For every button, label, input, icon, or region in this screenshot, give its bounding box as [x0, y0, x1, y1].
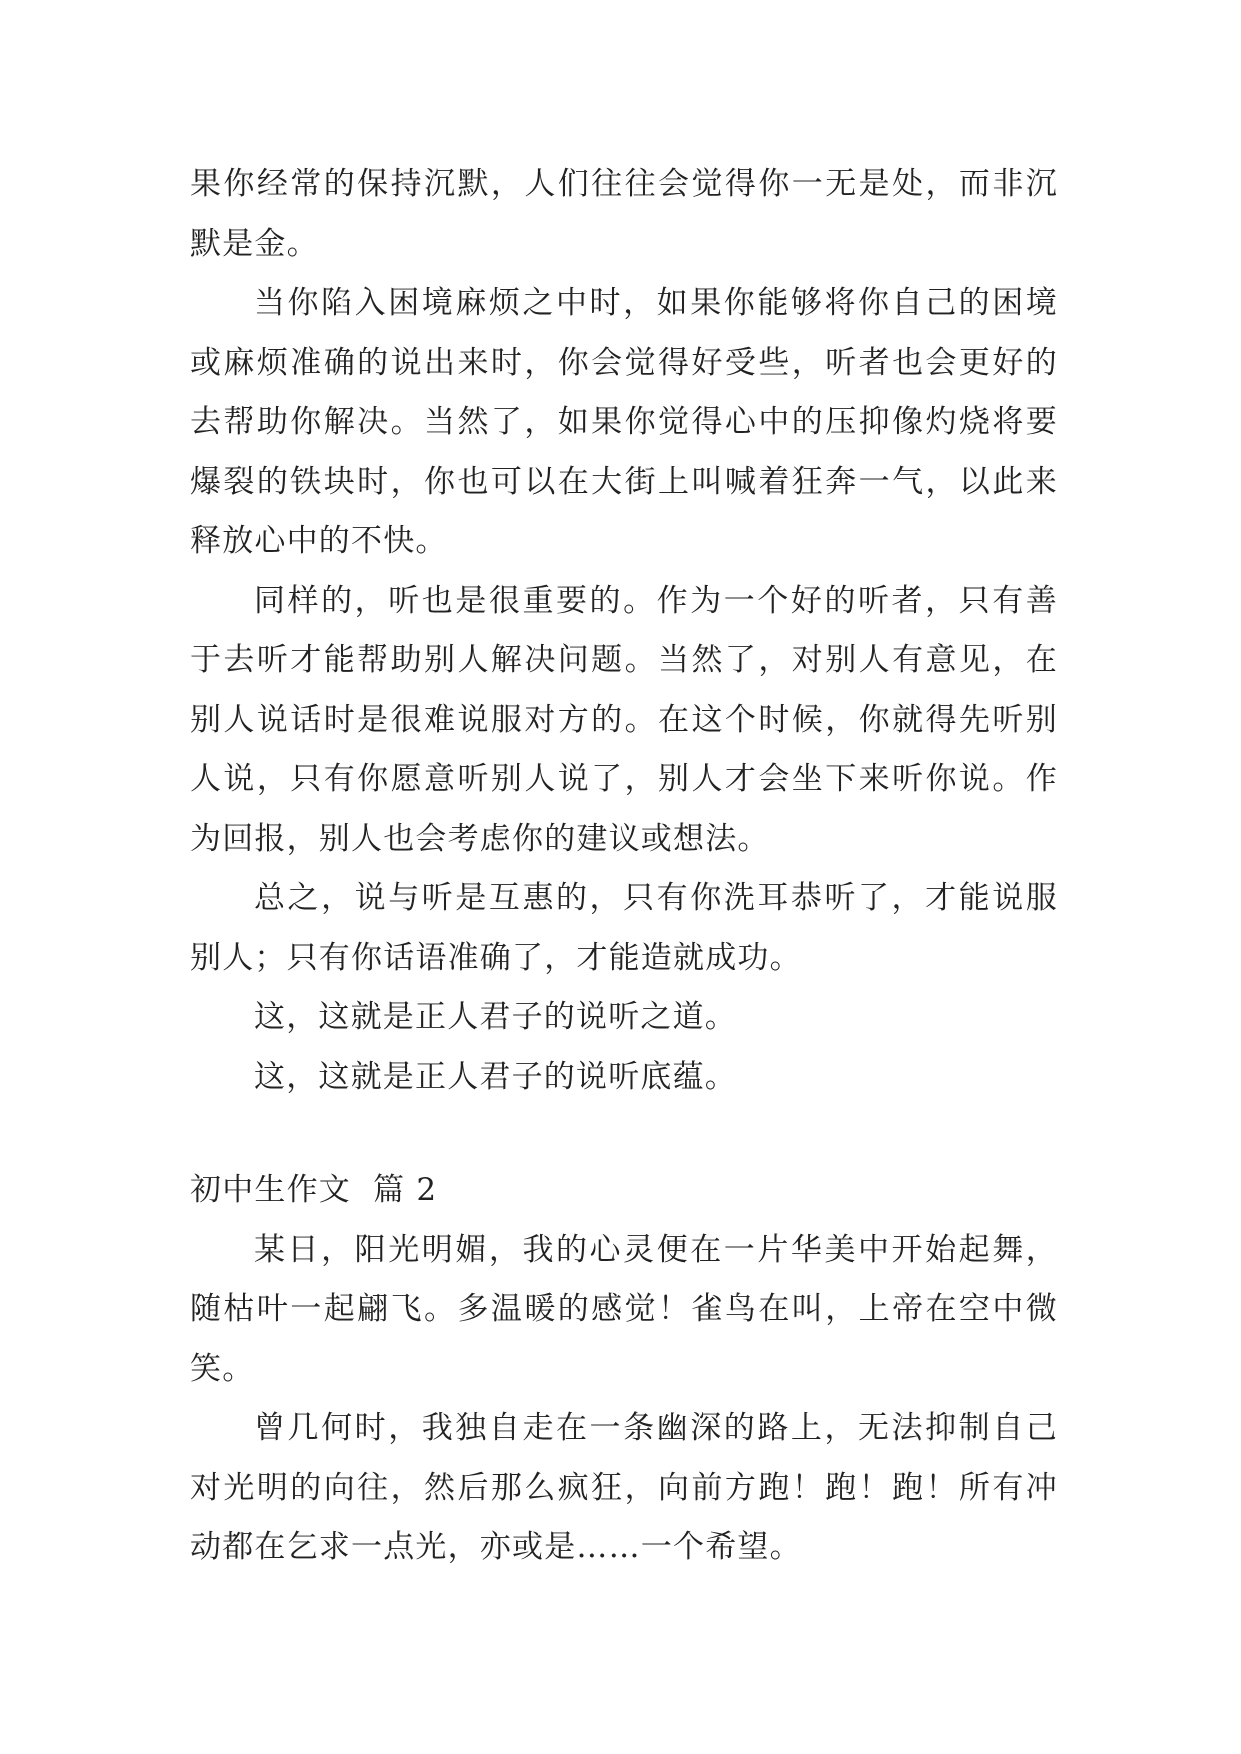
paragraph-3: 同样的，听也是很重要的。作为一个好的听者，只有善于去听才能帮助别人解决问题。当然了，对别人有意见，在别人说话时是很难说服对方的。在这个时候，你就得先听别人说，只有你愿意听别人说了，别人才会坐下来听你说。作为回报，别人也会考虑你的建议或想法。 — [190, 582, 1058, 857]
paragraph-5: 这，这就是正人君子的说听之道。 — [254, 999, 737, 1035]
section-heading: 初中生作文 篇 2 — [190, 1172, 438, 1208]
paragraph-6: 这，这就是正人君子的说听底蕴。 — [254, 1058, 737, 1095]
paragraph-7: 某日，阳光明媚，我的心灵便在一片华美中开始起舞，随枯叶一起翩飞。多温暖的感觉！雀鸟在叫，上帝在空中微笑。 — [190, 1231, 1058, 1387]
paragraph-8: 曾几何时，我独自走在一条幽深的路上，无法抑制自己对光明的向往，然后那么疯狂，向前方跑！跑！跑！所有冲动都在乞求一点光，亦或是……一个希望。 — [190, 1410, 1058, 1565]
paragraph-4: 总之，说与听是互惠的，只有你洗耳恭听了，才能说服别人；只有你话语准确了，才能造就成功。 — [190, 880, 1058, 976]
document-page — [190, 155, 1058, 1578]
paragraph-2: 当你陷入困境麻烦之中时，如果你能够将你自己的困境或麻烦准确的说出来时，你会觉得好受些，听者也会更好的去帮助你解决。当然了，如果你觉得心中的压抑像灼烧将要爆裂的铁块时，你也可以在大街上叫喊着狂奔一气，以此来释放心中的不快。 — [190, 285, 1058, 559]
paragraph-1: 果你经常的保持沉默，人们往往会觉得你一无是处，而非沉默是金。 — [190, 166, 1058, 262]
